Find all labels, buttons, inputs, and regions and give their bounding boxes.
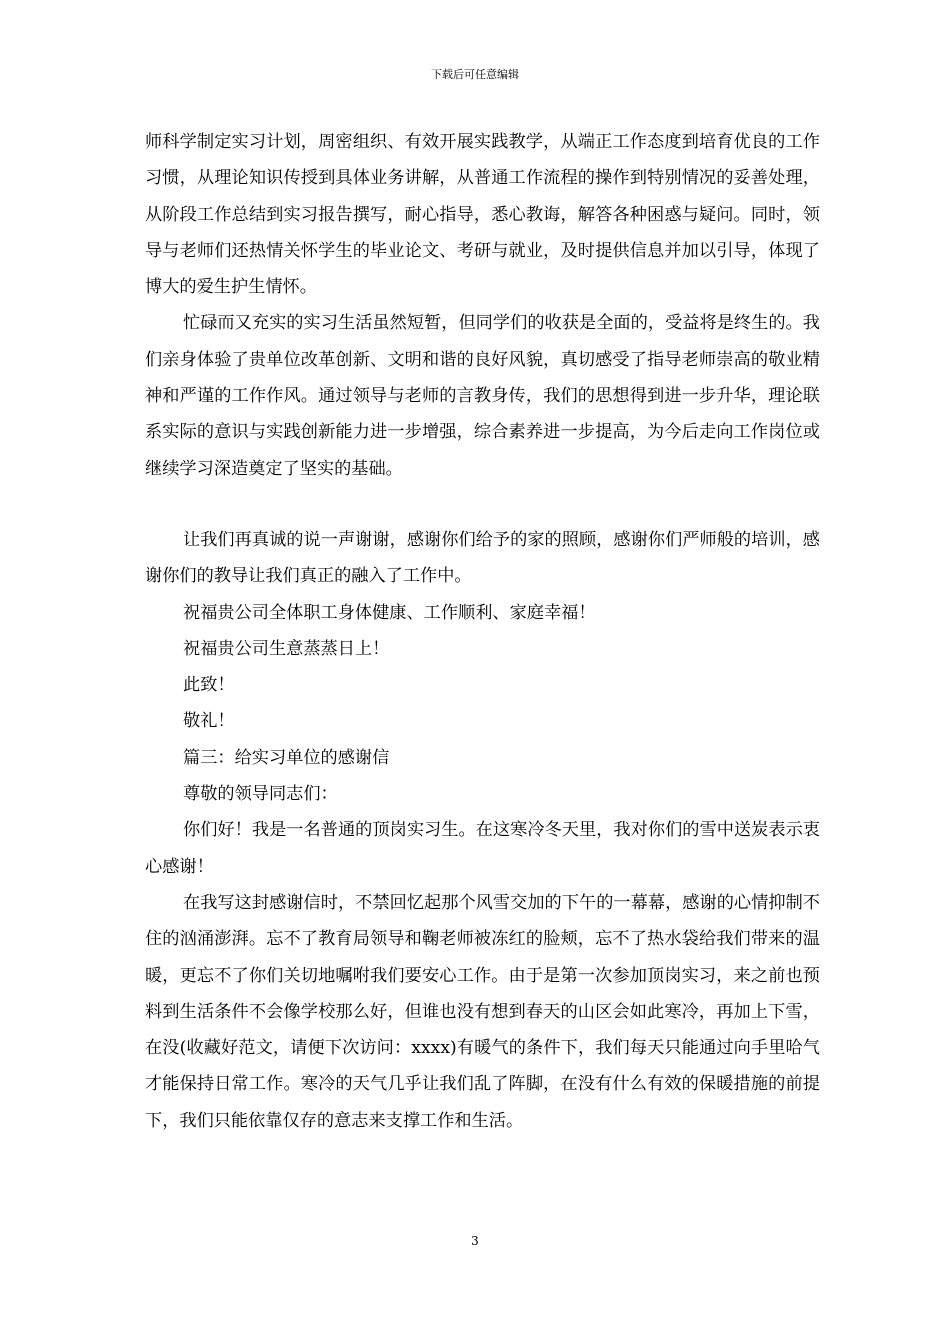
section-heading: 篇三：给实习单位的感谢信 <box>183 747 390 768</box>
salutation: 尊敬的领导同志们： <box>183 784 338 805</box>
closing-cizhi: 此致！ <box>183 675 235 696</box>
page-number: 3 <box>471 1234 479 1248</box>
closing-jingli: 敬礼！ <box>183 711 235 732</box>
paragraph-wish-business: 祝福贵公司生意蒸蒸日上！ <box>183 638 390 659</box>
paragraph-thanks: 让我们再真诚的说一声谢谢，感谢你们给予的家的照顾，感谢你们严师般的培训，感谢你们的教导让我们真正的融入了工作中。 <box>145 529 820 587</box>
paragraph-spacer <box>145 487 820 522</box>
paragraph-internship-summary: 忙碌而又充实的实习生活虽然短暂，但同学们的收获是全面的，受益将是终生的。我们亲身体验了贵单位改革创新、文明和谐的良好风貌，真切感受了指导老师崇高的敬业精神和严谨的工作作风。通过领导与老师的言教身传，我们的思想得到进一步升华，理论联系实际的意识与实践创新能力进一步增强，综合素养进一步提高，为今后走向工作岗位或继续学习深造奠定了坚实的基础。 <box>145 313 820 479</box>
document-body <box>145 124 820 1139</box>
paragraph-greeting: 你们好！我是一名普通的顶岗实习生。在这寒冷冬天里，我对你们的雪中送炭表示衷心感谢！ <box>145 820 820 877</box>
paragraph-continued: 师科学制定实习计划，周密组织、有效开展实践教学，从端正工作态度到培育优良的工作习惯，从理论知识传授到具体业务讲解，从普通工作流程的操作到特别情况的妥善处理，从阶段工作总结到实习报告撰写，耐心指导，悉心教诲，解答各种困惑与疑问。同时，领导与老师们还热情关怀学生的毕业论文、考研与就业，及时提供信息并加以引导，体现了博大的爱生护生情怀。 <box>145 132 820 298</box>
paragraph-wish-health: 祝福贵公司全体职工身体健康、工作顺利、家庭幸福！ <box>183 602 596 623</box>
page-header: 下载后可任意编辑 <box>431 68 519 81</box>
paragraph-memory: 在我写这封感谢信时，不禁回忆起那个风雪交加的下午的一幕幕，感谢的心情抑制不住的汹涌澎湃。忘不了教育局领导和鞠老师被冻红的脸颊，忘不了热水袋给我们带来的温暖，更忘不了你们关切地嘱咐我们要安心工作。由于是第一次参加顶岗实习，来之前也预料到生活条件不会像学校那么好，但谁也没有想到春天的山区会如此寒冷，再加上下雪，在没(收藏好范文，请便下次访问：xxxx)有暖气的条件下，我们每天只能通过向手里哈气才能保持日常工作。寒冷的天气几乎让我们乱了阵脚，在没有什么有效的保暖措施的前提下，我们只能依靠仅存的意志来支撑工作和生活。 <box>145 892 820 1131</box>
